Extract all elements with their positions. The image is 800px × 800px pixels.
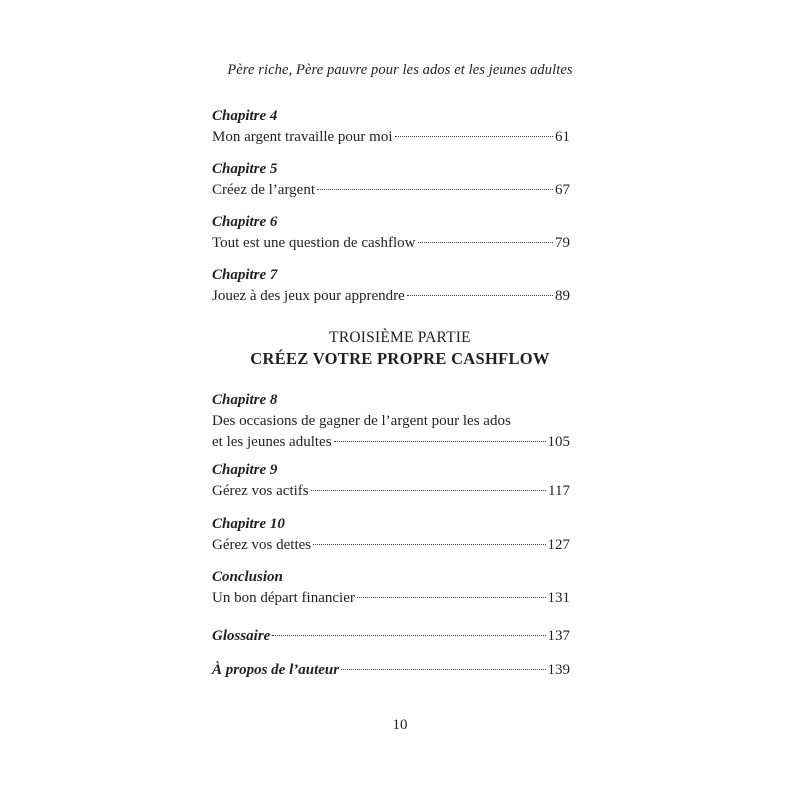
toc-entry-chapter-6 bbox=[212, 212, 570, 254]
page-reference: 61 bbox=[555, 129, 570, 145]
chapter-heading: Chapitre 10 bbox=[212, 516, 285, 532]
toc-line bbox=[212, 432, 570, 453]
page-reference: 131 bbox=[547, 590, 570, 606]
part-heading bbox=[0, 327, 800, 370]
conclusion-title: Un bon départ financier bbox=[212, 590, 355, 606]
running-header: Père riche, Père pauvre pour les ados et les jeunes adultes bbox=[227, 62, 573, 78]
toc-entry-conclusion bbox=[212, 567, 570, 609]
toc-entry-chapter-9 bbox=[212, 460, 570, 502]
toc-line bbox=[212, 626, 570, 647]
toc-entry-about-author bbox=[212, 660, 570, 681]
page-reference: 105 bbox=[547, 434, 570, 450]
toc-line bbox=[212, 127, 570, 148]
toc-entry-chapter-7 bbox=[212, 265, 570, 307]
chapter-heading: Chapitre 8 bbox=[212, 392, 278, 408]
toc-line bbox=[212, 660, 570, 681]
page-reference: 137 bbox=[547, 628, 570, 644]
toc-line bbox=[212, 180, 570, 201]
part-label: TROISIÈME PARTIE bbox=[329, 329, 471, 346]
toc-line bbox=[212, 588, 570, 609]
toc-entry-chapter-4 bbox=[212, 106, 570, 148]
about-author-heading: À propos de l’auteur bbox=[212, 662, 340, 678]
chapter-title: Tout est une question de cashflow bbox=[212, 235, 416, 251]
dot-leader bbox=[317, 189, 553, 190]
chapter-title: Mon argent travaille pour moi bbox=[212, 129, 393, 145]
toc-line bbox=[212, 535, 570, 556]
toc-entry-chapter-8 bbox=[212, 390, 570, 453]
toc-line bbox=[212, 286, 570, 307]
dot-leader bbox=[334, 441, 546, 442]
chapter-heading: Chapitre 7 bbox=[212, 267, 278, 283]
dot-leader bbox=[272, 635, 545, 636]
chapter-heading: Chapitre 5 bbox=[212, 161, 278, 177]
toc-entry-chapter-10 bbox=[212, 514, 570, 556]
chapter-title-line-1: Des occasions de gagner de l’argent pour les ados bbox=[212, 413, 511, 429]
dot-leader bbox=[357, 597, 546, 598]
page-reference: 127 bbox=[547, 537, 570, 553]
page-reference: 89 bbox=[555, 288, 570, 304]
dot-leader bbox=[407, 295, 553, 296]
chapter-title-line-2: et les jeunes adultes bbox=[212, 434, 332, 450]
chapter-heading: Chapitre 4 bbox=[212, 108, 278, 124]
chapter-title: Jouez à des jeux pour apprendre bbox=[212, 288, 405, 304]
dot-leader bbox=[311, 490, 546, 491]
chapter-heading: Chapitre 6 bbox=[212, 214, 278, 230]
page-number: 10 bbox=[392, 717, 408, 733]
page-reference: 79 bbox=[555, 235, 570, 251]
toc-entry-chapter-5 bbox=[212, 159, 570, 201]
page-reference: 139 bbox=[547, 662, 570, 678]
chapter-heading: Chapitre 9 bbox=[212, 462, 278, 478]
toc-line bbox=[212, 233, 570, 254]
dot-leader bbox=[313, 544, 545, 545]
page-reference: 117 bbox=[548, 483, 570, 499]
dot-leader bbox=[395, 136, 553, 137]
chapter-title: Gérez vos dettes bbox=[212, 537, 312, 553]
toc-line bbox=[212, 481, 570, 502]
chapter-title: Créez de l’argent bbox=[212, 182, 316, 198]
part-title: CRÉEZ VOTRE PROPRE CASHFLOW bbox=[250, 349, 550, 368]
conclusion-heading: Conclusion bbox=[212, 569, 283, 585]
toc-entry-glossary bbox=[212, 626, 570, 647]
chapter-title: Gérez vos actifs bbox=[212, 483, 309, 499]
dot-leader bbox=[341, 669, 545, 670]
dot-leader bbox=[418, 242, 554, 243]
glossary-heading: Glossaire bbox=[212, 628, 271, 644]
page-reference: 67 bbox=[555, 182, 570, 198]
